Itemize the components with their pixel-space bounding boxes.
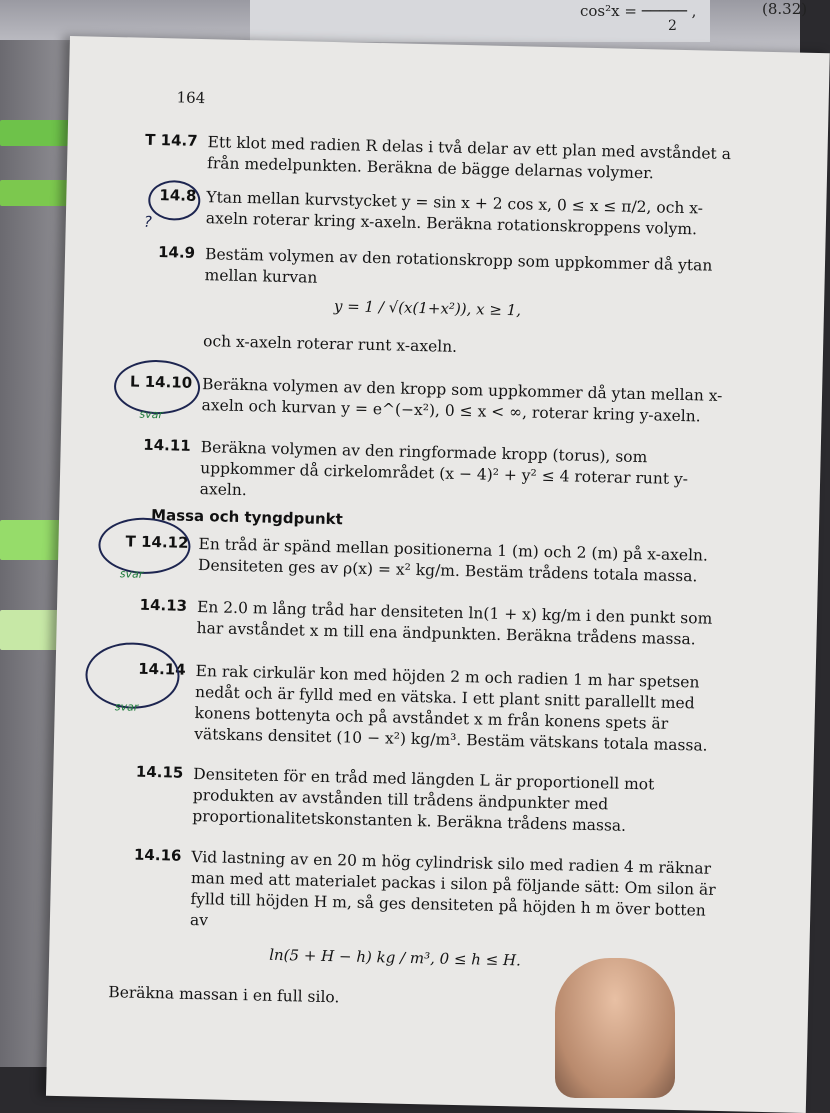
problem-number: T 14.12 bbox=[125, 532, 189, 552]
problem-text-continued: och x-axeln roterar runt x-axeln. bbox=[202, 332, 458, 356]
problem-14-7 bbox=[108, 130, 732, 183]
previous-page-strip bbox=[250, 0, 808, 42]
fingertip bbox=[555, 958, 675, 1098]
problem-number: 14.11 bbox=[143, 435, 191, 455]
problem-text: Densiteten för en tråd med längden L är proportionell mot produkten av avstånden till trådens ändpunkter med proportionalitetskonstanten k. Beräkna trådens massa. bbox=[192, 764, 655, 835]
pen-circle-14-14 bbox=[85, 642, 180, 710]
problem-text: Beräkna volymen av den ringformade kropp (torus), som uppkommer då cirkelområdet (x − 4)² + y² ≤ 4 roterar runt y-axeln. bbox=[199, 438, 689, 500]
problem-number: 14.9 bbox=[157, 243, 196, 262]
problem-number: 14.8 bbox=[159, 186, 197, 205]
problem-text: En rak cirkulär kon med höjden 2 m och radien 1 m har spetsen nedåt och är fylld med en vätska. I ett plant snitt parallellt med konens bottenyta och på avståndet x m från konens spets är vätskans densitet (10 − x²) kg/m³. Bestäm vätskans totala massa. bbox=[193, 662, 708, 755]
problem-text: Bestäm volymen av den rotationskropp som uppkommer då ytan mellan kurvan bbox=[204, 245, 713, 287]
problem-14-16 bbox=[92, 845, 716, 930]
problem-text: Ytan mellan kurvstycket y = sin x + 2 cos x, 0 ≤ x ≤ π/2, och x-axeln roterar kring x-axeln. Beräkna rotationskroppens volym. bbox=[205, 188, 704, 239]
top-formula: cos²x = ───── , bbox=[580, 2, 697, 20]
problem-number: L 14.10 bbox=[129, 372, 193, 392]
problem-14-11 bbox=[101, 435, 711, 500]
problem-text-continued: Beräkna massan i en full silo. bbox=[108, 983, 340, 1007]
svar-annotation: svar bbox=[119, 567, 144, 581]
problem-text: Vid lastning av en 20 m hög cylindrisk silo med radien 4 m räknar man med att materialet packas i silon på följande sätt: Om silon är fylld till höjden H m, så ges densiteten på höjden h m över botten av bbox=[189, 847, 716, 930]
svar-annotation: svar bbox=[114, 700, 139, 714]
pen-circle-14-8 bbox=[148, 180, 201, 221]
top-equation-ref: (8.32) bbox=[762, 0, 808, 18]
problem-14-15 bbox=[94, 762, 704, 835]
problem-text: En 2.0 m lång tråd har densiteten ln(1 + x) kg/m i den punkt som har avståndet x m till ena ändpunkten. Beräkna trådens massa. bbox=[196, 598, 713, 649]
page-number: 164 bbox=[176, 88, 206, 108]
top-denominator: 2 bbox=[668, 18, 677, 34]
formula-14-9: y = 1 / √(x(1+x²)), x ≥ 1, bbox=[333, 297, 522, 320]
problem-number: 14.14 bbox=[138, 659, 186, 679]
problem-number: 14.13 bbox=[139, 595, 188, 615]
problem-14-13 bbox=[97, 595, 713, 649]
question-mark-annotation: ? bbox=[143, 212, 152, 231]
formula-14-16: ln(5 + H − h) kg / m³, 0 ≤ h ≤ H. bbox=[269, 945, 522, 970]
pen-circle-14-12 bbox=[98, 517, 191, 575]
problem-text: En tråd är spänd mellan positionerna 1 (m) och 2 (m) på x-axeln. Densiteten ges av ρ(x) = x² kg/m. Bestäm trådens totala massa. bbox=[197, 535, 709, 586]
problem-number: 14.15 bbox=[135, 762, 184, 782]
section-heading: Massa och tyngdpunkt bbox=[150, 505, 344, 529]
svar-annotation: svar bbox=[139, 407, 164, 422]
problem-text: Ett klot med radien R delas i två delar av ett plan med avståndet a från medelpunkten. Beräkna de bägge delarnas volymer. bbox=[206, 133, 732, 183]
problem-number: 14.16 bbox=[133, 845, 182, 865]
problem-text: Beräkna volymen av den kropp som uppkommer då ytan mellan x-axeln och kurvan y = e^(−x²), 0 ≤ x < ∞, roterar kring y-axeln. bbox=[201, 375, 723, 426]
problem-number: T 14.7 bbox=[144, 130, 198, 150]
book-page bbox=[46, 36, 830, 1113]
problem-14-9 bbox=[105, 242, 715, 287]
pen-circle-14-10 bbox=[113, 359, 200, 415]
